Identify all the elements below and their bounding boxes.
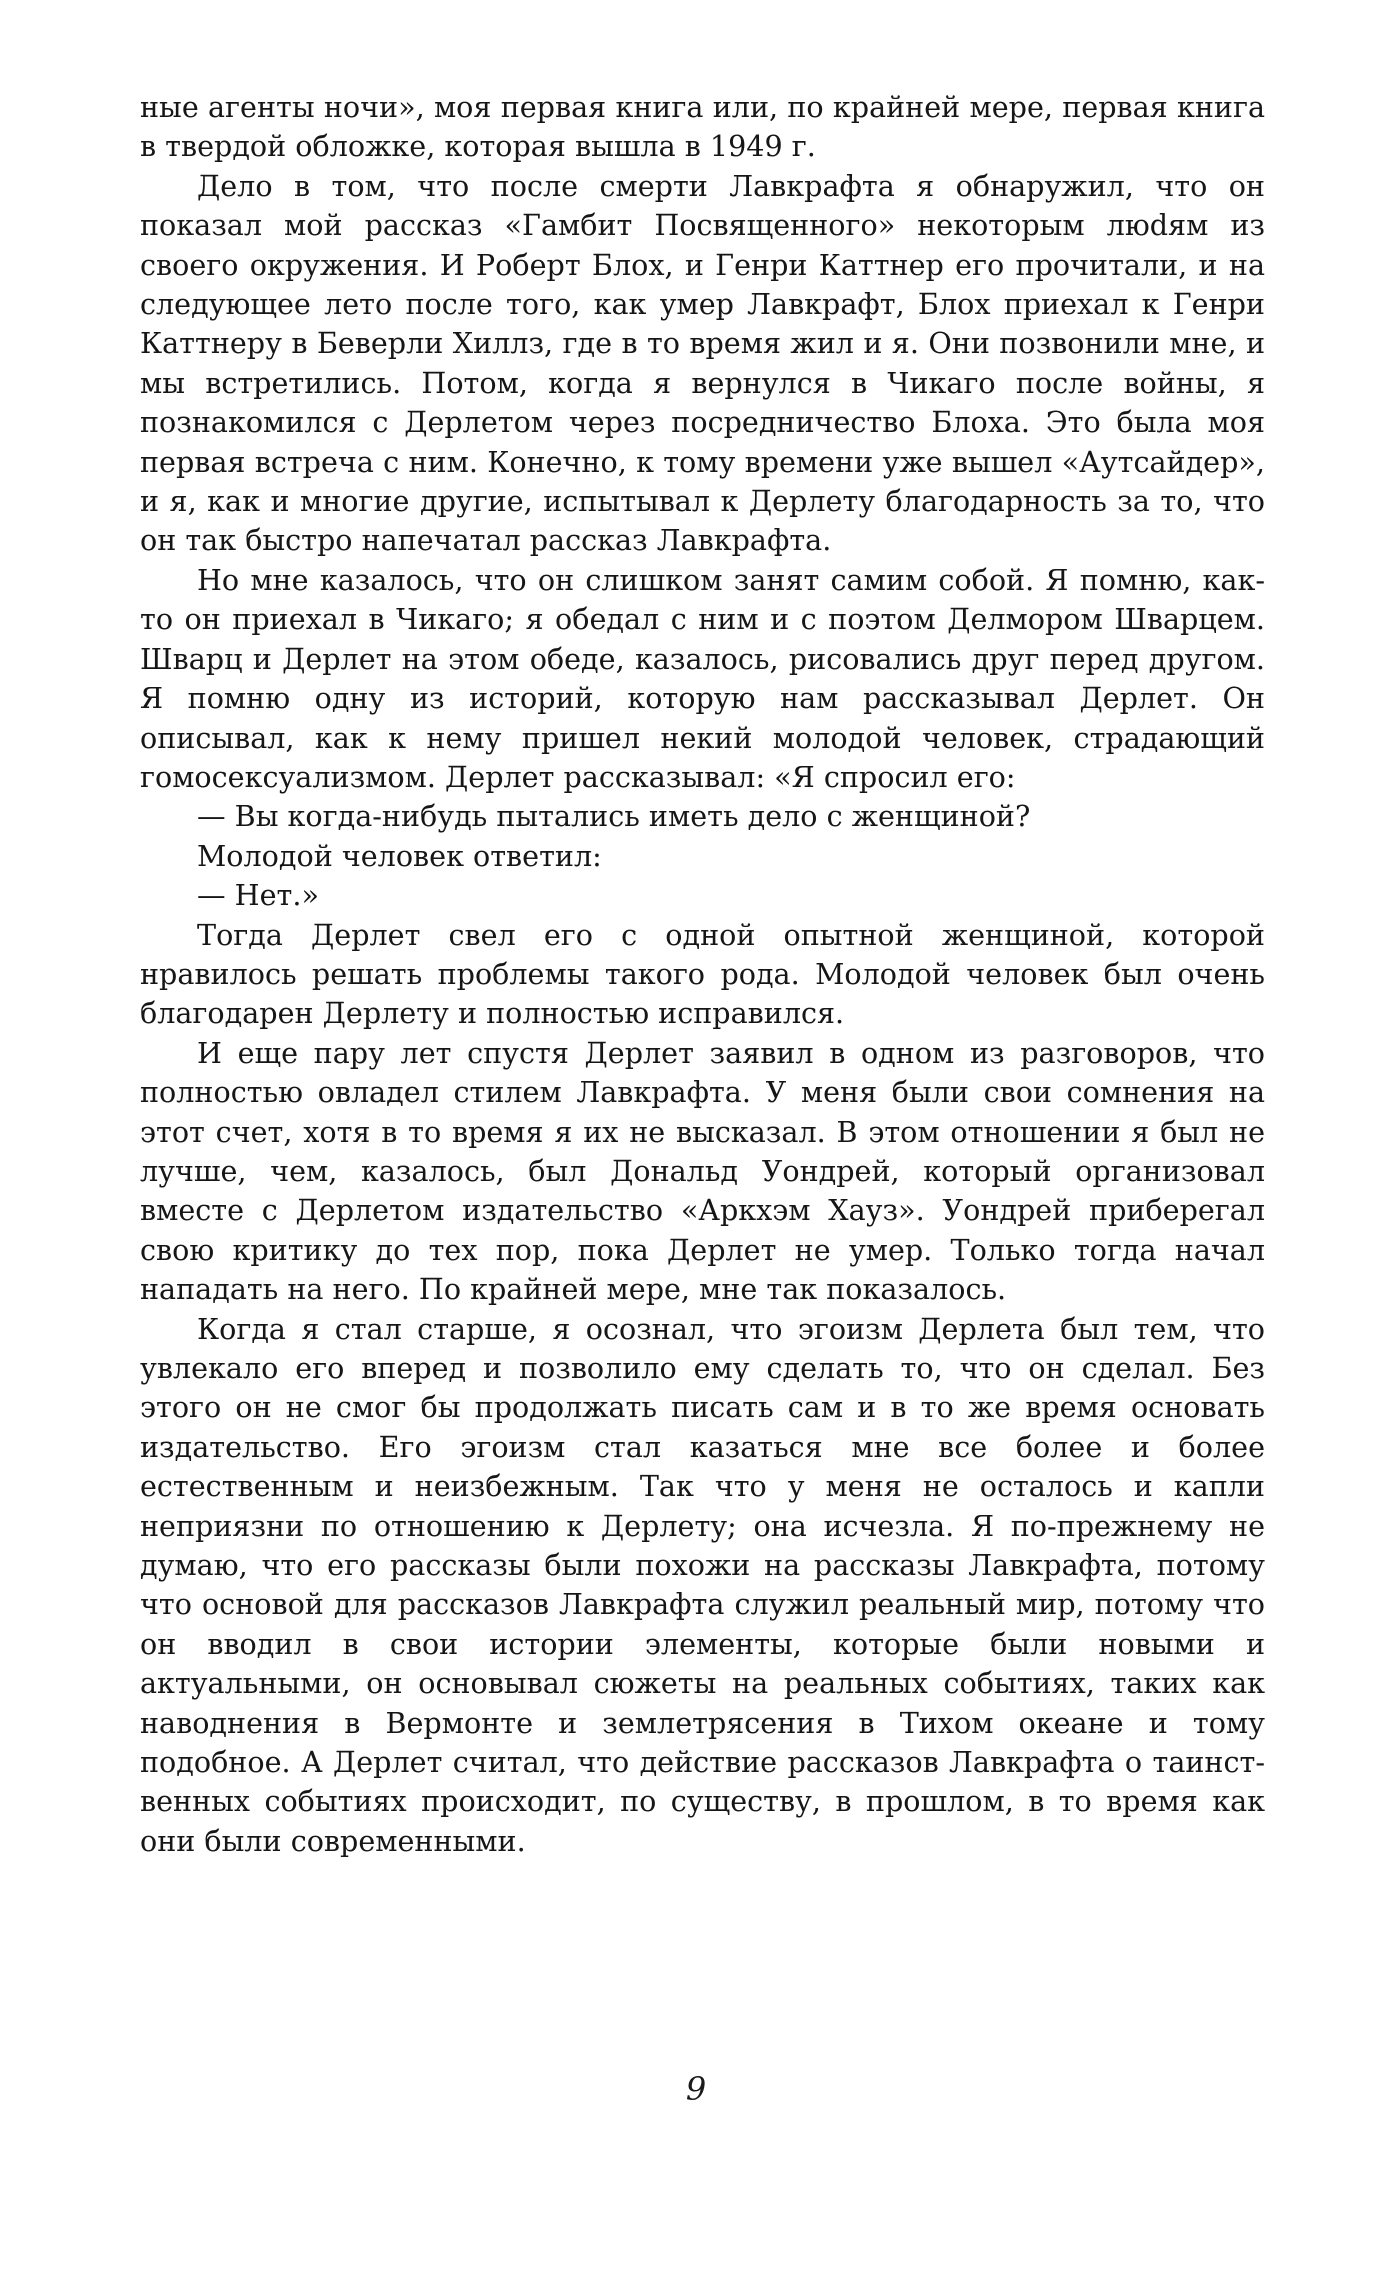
page-body xyxy=(140,88,1265,1861)
paragraph: Молодой человек ответил: xyxy=(197,838,602,873)
paragraph: Когда я стал старше, я осознал, что эгоизм Дерлета был тем, что увлекало его вперед и позволило ему сделать то, что он сделал. Без этого он не смог бы продолжать писать сам и в то же время основать издательство. Его эгоизм стал казаться мне все более и более естественным и неизбежным. Так что у меня не осталось и капли неприязни по отношению к Дерлету; она исчезла. Я по-прежнему не думаю, что его рассказы были похожи на рассказы Лавкрафта, потому что основой для рассказов Лавкрафта служил реальный мир, потому что он вводил в свои истории элементы, которые были новыми и актуальными, он основывал сюжеты на реальных событиях, таких как наводнения в Вермонте и землетрясения в Тихом океане и тому подобное. А Дерлет считал, что действие рассказов Лавкрафта о таинственных событиях происходит, по существу, в прошлом, в то время как они были современными. xyxy=(140,1311,1265,1858)
paragraph: Тогда Дерлет свел его с одной опытной женщиной, которой нравилось решать проблемы такого рода. Молодой человек был очень благодарен Дерлету и полностью исправился. xyxy=(140,917,1265,1031)
dialogue-line: — Нет.» xyxy=(197,878,319,913)
dialogue-line: — Вы когда-нибудь пытались иметь дело с женщиной? xyxy=(197,799,1031,834)
page-number: 9 xyxy=(685,2070,707,2108)
paragraph: Дело в том, что после смерти Лавкрафта я обнаружил, что он показал мой рассказ «Гамбит Посвященного» некоторым люdям из своего окружения. И Роберт Блох, и Генри Каттнер его прочитали, и на следующее лето после того, как умер Лавкрафт, Блох приехал к Генри Каттнеру в Беверли Хиллз, где в то время жил и я. Они позвонили мне, и мы встретились. Потом, когда я вернулся в Чикаго после войны, я познакомился с Дерлетом через посредничество Блоха. Это была моя первая встреча с ним. Конечно, к тому времени уже вышел «Аутсайдер», и я, как и многие другие, испытывал к Дерлету благодарность за то, что он так быстро напечатал рассказ Лавкрафта. xyxy=(140,168,1265,558)
paragraph: И еще пару лет спустя Дерлет заявил в одном из разговоров, что полностью овладел стилем Лавкрафта. У меня были свои сомнения на этот счет, хотя в то время я их не высказал. В этом отношении я был не лучше, чем, казалось, был Дональд Уондрей, который организовал вместе с Дерлетом издательство «Аркхэм Хауз». Уондрей приберегал свою критику до тех пор, пока Дерлет не умер. Только тогда начал нападать на него. По крайней мере, мне так показалось. xyxy=(140,1035,1265,1307)
paragraph: Но мне казалось, что он слишком занят самим собой. Я помню, как-то он приехал в Чикаго; я обедал с ним и с поэтом Делмором Шварцем. Шварц и Дерлет на этом обеде, казалось, рисовались друг перед другом. Я помню одну из историй, которую нам рассказывал Дерлет. Он описывал, как к нему пришел некий молодой человек, страдающий гомосексуализмом. Дерлет рассказывал: «Я спросил его: xyxy=(140,562,1265,794)
paragraph: ные агенты ночи», моя первая книга или, по крайней мере, первая книга в твердой обложке, которая вышла в 1949 г. xyxy=(140,90,1265,164)
